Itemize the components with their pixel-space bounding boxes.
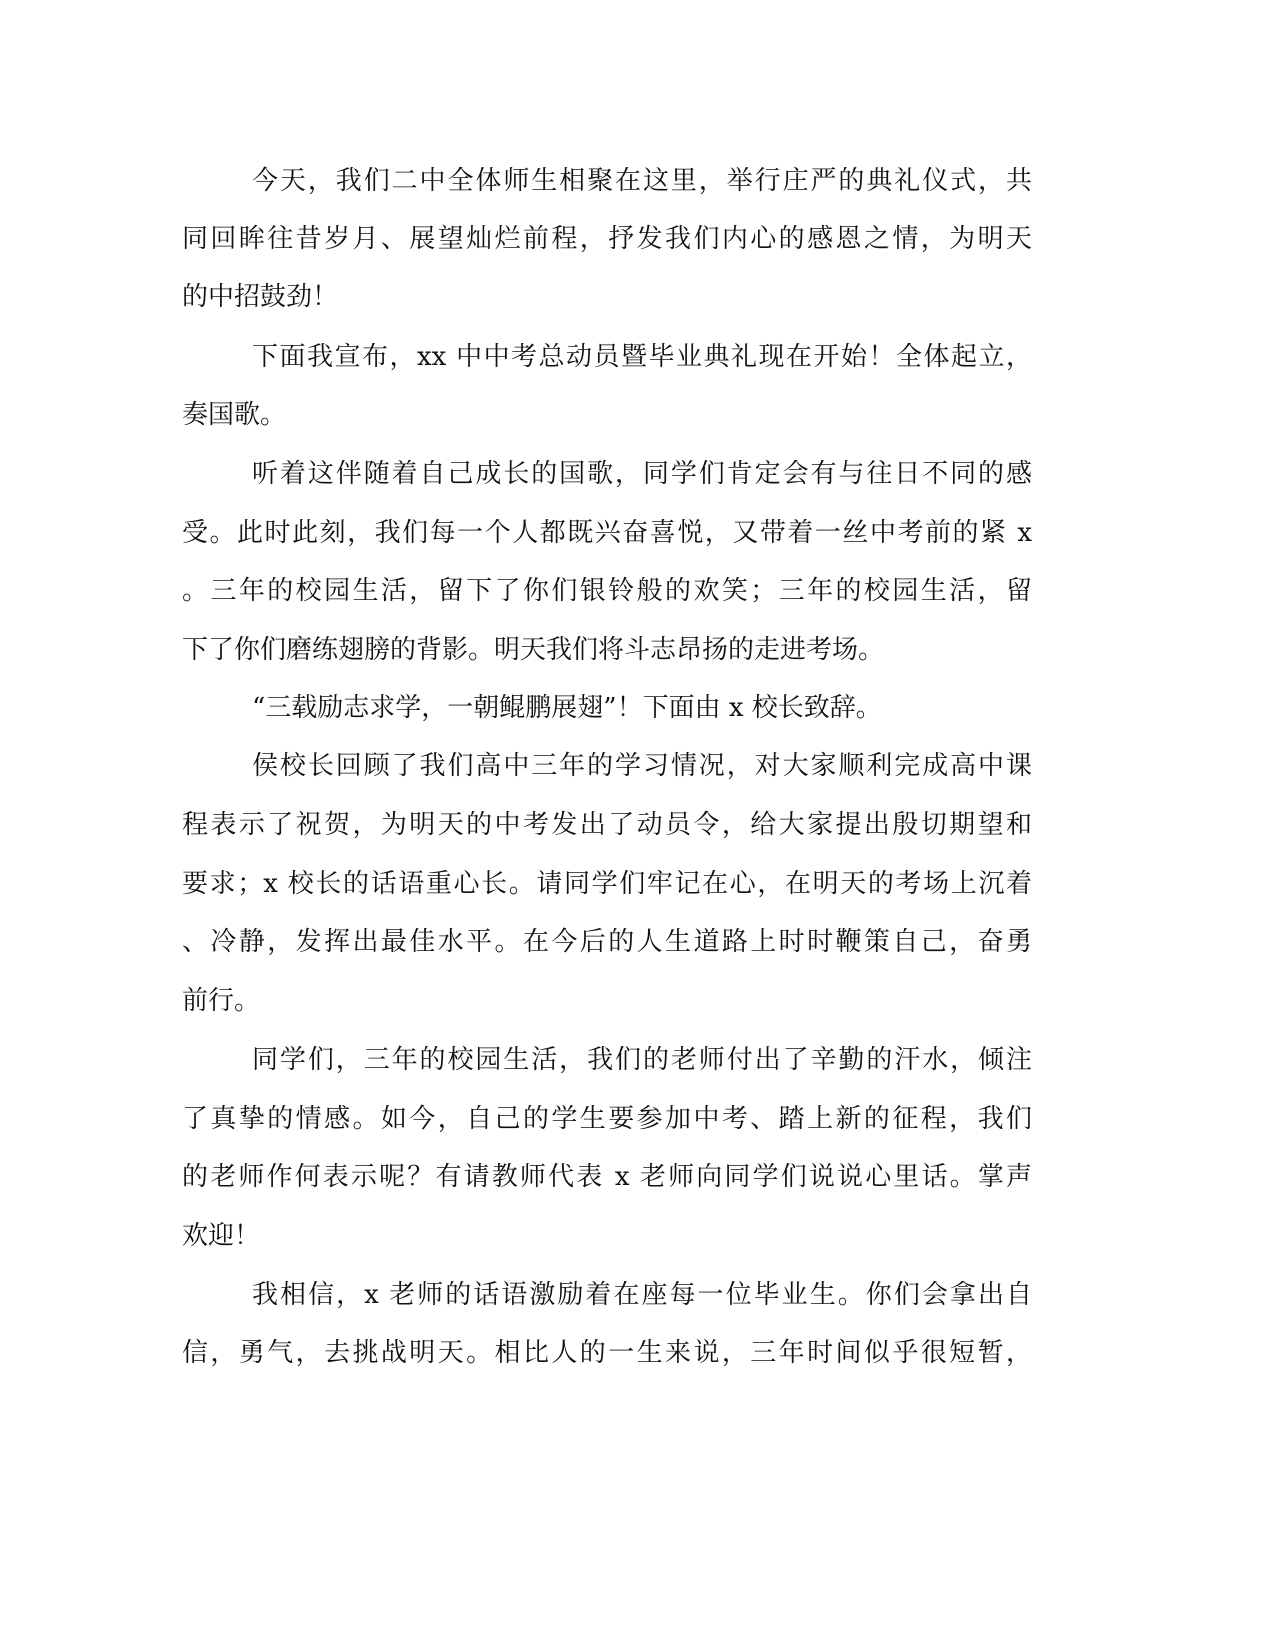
paragraph-2-line-1: 下面我宣布，xx 中中考总动员暨毕业典礼现在开始！全体起立，	[252, 342, 1032, 372]
paragraph-1-line-3: 的中招鼓劲！	[182, 282, 339, 312]
paragraph-1-line-1: 今天，我们二中全体师生相聚在这里，举行庄严的典礼仪式，共	[252, 166, 1032, 196]
paragraph-6-line-3: 的老师作何表示呢？有请教师代表 x 老师向同学们说说心里话。掌声	[182, 1162, 1032, 1192]
paragraph-4-line-1: “三载励志求学，一朝鲲鹏展翅”！下面由 x 校长致辞。	[252, 693, 882, 723]
paragraph-6-line-1: 同学们，三年的校园生活，我们的老师付出了辛勤的汗水，倾注	[252, 1045, 1032, 1075]
paragraph-6-line-4: 欢迎！	[182, 1221, 261, 1251]
paragraph-3-line-1: 听着这伴随着自己成长的国歌，同学们肯定会有与往日不同的感	[252, 459, 1032, 489]
paragraph-5-line-2: 程表示了祝贺，为明天的中考发出了动员令，给大家提出殷切期望和	[182, 810, 1032, 840]
paragraph-5-line-5: 前行。	[182, 986, 261, 1016]
paragraph-6-line-2: 了真挚的情感。如今，自己的学生要参加中考、踏上新的征程，我们	[182, 1104, 1032, 1134]
paragraph-7-line-1: 我相信，x 老师的话语激励着在座每一位毕业生。你们会拿出自	[252, 1280, 1032, 1310]
paragraph-7-line-2: 信，勇气，去挑战明天。相比人的一生来说，三年时间似乎很短暂，	[182, 1338, 1032, 1368]
paragraph-2-line-2: 奏国歌。	[182, 400, 287, 430]
paragraph-5-line-1: 侯校长回顾了我们高中三年的学习情况，对大家顺利完成高中课	[252, 751, 1032, 781]
paragraph-5-line-4: 、冷静，发挥出最佳水平。在今后的人生道路上时时鞭策自己，奋勇	[182, 927, 1032, 957]
paragraph-3-line-2: 受。此时此刻，我们每一个人都既兴奋喜悦，又带着一丝中考前的紧 x	[182, 518, 1032, 548]
paragraph-5-line-3: 要求；x 校长的话语重心长。请同学们牢记在心，在明天的考场上沉着	[182, 869, 1032, 899]
paragraph-3-line-4: 下了你们磨练翅膀的背影。明天我们将斗志昂扬的走进考场。	[182, 635, 885, 665]
paragraph-1-line-2: 同回眸往昔岁月、展望灿烂前程，抒发我们内心的感恩之情，为明天	[182, 224, 1032, 254]
paragraph-3-line-3: 。三年的校园生活，留下了你们银铃般的欢笑；三年的校园生活，留	[182, 576, 1032, 606]
